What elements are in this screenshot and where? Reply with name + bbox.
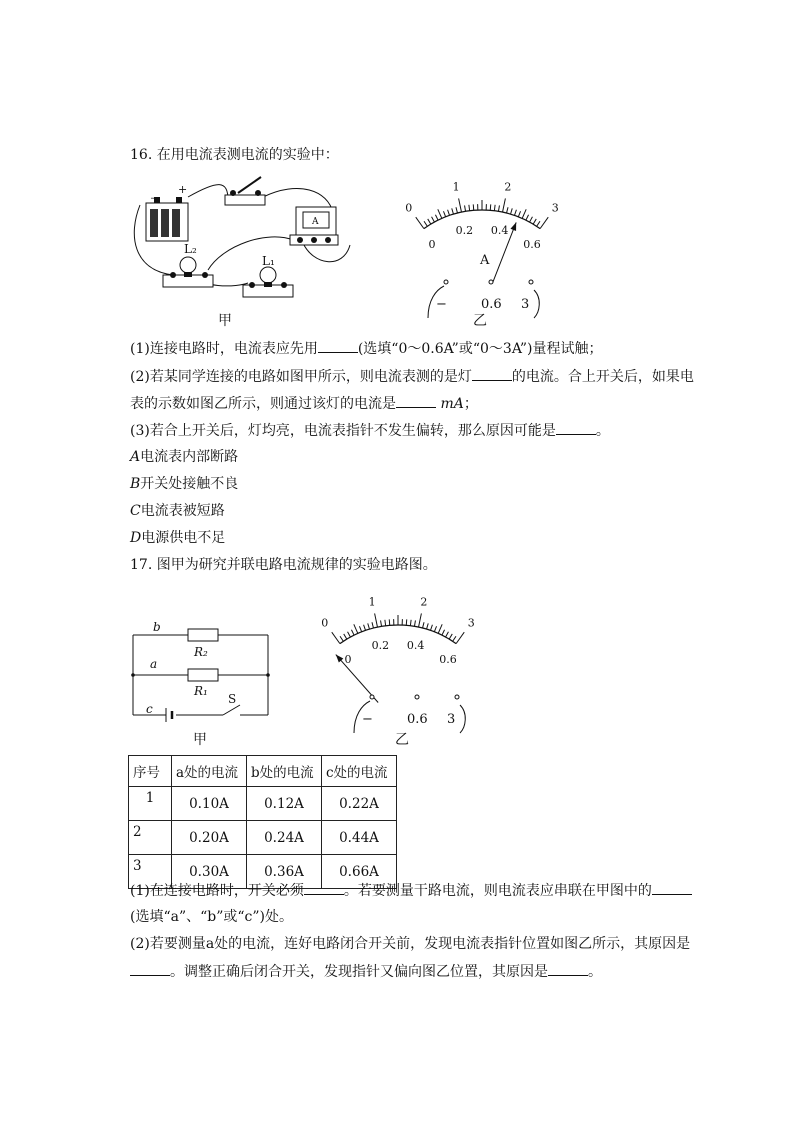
lamp-l1-label: L₁ (262, 254, 275, 268)
q16-circuit-figure (128, 175, 358, 315)
dial-tick (340, 636, 343, 641)
q16-part2-line1: (2)若某同学连接的电路如图甲所示，则电流表测的是灯 的电流。合上开关后，如果电 (130, 366, 694, 387)
q16-part3: (3)若合上开关后，灯均亮，电流表指针不发生偏转，那么原因可能是 。 (130, 420, 610, 441)
dial-tick (469, 205, 470, 211)
q16-option-b: B开关处接触不良 (130, 476, 239, 492)
dial-unit-label: A (480, 253, 490, 268)
dial-tick (375, 613, 378, 627)
label-c: c (146, 702, 153, 716)
dial-tick (434, 626, 436, 632)
q16-option-a: A电流表内部断路 (130, 449, 239, 465)
q17-title: 17. 图甲为研究并联电路电流规律的实验电路图。 (130, 557, 437, 573)
label-a: a (150, 657, 158, 671)
dial-inner-label: 0.2 (371, 638, 390, 652)
dial-tick (438, 624, 442, 633)
terminal-label: − (436, 297, 447, 312)
q16-part2-line2: 表的示数如图乙所示，则通过该灯的电流是 mA； (130, 393, 478, 414)
dial-tick (448, 210, 450, 216)
table-cell: 0.20A (172, 821, 247, 855)
q17-part2-line1: (2)若要测量a处的电流，连好电路闭合开关前，发现电流表指针位置如图乙所示，其原因是 (130, 936, 691, 952)
dial-inner-label: 0.6 (523, 238, 541, 252)
label-b: b (153, 620, 161, 634)
answer-blank[interactable] (396, 393, 436, 408)
dial-outer-label: 0 (321, 616, 329, 630)
dial-tick (348, 632, 351, 637)
dial-tick (456, 207, 457, 213)
dial-tick (530, 217, 533, 222)
q16-fig-yi-caption: 乙 (473, 313, 487, 329)
table-cell: 0.10A (172, 787, 247, 821)
q16-option-c: C电流表被短路 (130, 503, 225, 519)
table-cell: 1 (129, 787, 172, 821)
lamp-l1-icon (243, 267, 293, 297)
dial-tick (368, 623, 370, 629)
circuit-wire (303, 243, 350, 262)
lead-wire (534, 290, 539, 318)
terminal-label: − (362, 712, 373, 727)
table-cell: 0.36A (247, 855, 322, 889)
dial-tick (332, 632, 340, 643)
table-header: b处的电流 (247, 756, 322, 787)
dial-tick (503, 198, 506, 212)
table-cell: 0.22A (322, 787, 397, 821)
dial-outer-label: 1 (368, 595, 376, 609)
dial-tick (507, 207, 508, 213)
node-dot (266, 673, 270, 677)
dial-tick (438, 209, 442, 218)
q17-circuit-diagram (128, 615, 278, 725)
answer-blank[interactable] (304, 880, 344, 895)
terminal-label: 0.6 (481, 297, 502, 312)
dial-tick (435, 215, 438, 220)
q17-data-table (128, 755, 397, 889)
battery-plus-label: + (178, 183, 188, 196)
q17-part1-line1: (1)在连接电路时，开关必须 。若要测量干路电流，则电流表应串联在甲图中的 (130, 880, 692, 901)
dial-tick (432, 217, 435, 222)
dial-tick (522, 209, 526, 218)
lamp-l2-label: L₂ (184, 242, 197, 256)
answer-blank[interactable] (472, 366, 512, 381)
dial-tick (364, 625, 366, 631)
dial-outer-label: 2 (504, 180, 512, 194)
dial-tick (537, 221, 540, 226)
table-cell: 3 (129, 855, 172, 889)
label-r1: R₁ (194, 684, 208, 698)
table-cell: 0.66A (322, 855, 397, 889)
table-header: 序号 (129, 756, 172, 787)
lamp-l2-icon (163, 257, 213, 287)
dial-inner-label: 0.4 (490, 223, 509, 237)
dial-tick (416, 217, 424, 228)
dial-arc (424, 210, 540, 229)
label-r2: R₂ (194, 645, 208, 659)
table-cell: 2 (129, 821, 172, 855)
q17-fig-yi-caption: 乙 (395, 732, 409, 748)
terminal-label: 3 (447, 712, 456, 727)
dial-tick (459, 198, 462, 212)
dial-tick (430, 625, 432, 631)
dial-tick (498, 205, 499, 211)
dial-inner-label: 0.2 (455, 223, 474, 237)
dial-tick (424, 221, 427, 226)
dial-arc (340, 625, 456, 644)
dial-tick (533, 219, 536, 224)
table-header: a处的电流 (172, 756, 247, 787)
dial-tick (428, 219, 431, 224)
lead-wire (460, 705, 465, 733)
answer-blank[interactable] (652, 880, 692, 895)
terminal-dot (444, 280, 448, 284)
dial-tick (494, 205, 495, 211)
q17-part1-line2: (选填“a”、“b”或“c”)处。 (130, 909, 294, 925)
terminal-dot (455, 695, 459, 699)
switch-icon (225, 177, 265, 205)
dial-inner-label: 0.6 (439, 653, 457, 667)
q16-option-d: D电源供电不足 (130, 530, 226, 546)
answer-blank[interactable] (130, 961, 170, 976)
label-s: S (228, 692, 237, 706)
q17-part2-line2: 。调整正确后闭合开关，发现指针又偏向图乙位置，其原因是 。 (130, 961, 602, 982)
dial-tick (518, 211, 520, 217)
circuit-wire (188, 185, 228, 200)
dial-tick (419, 613, 422, 627)
terminal-label: 0.6 (407, 712, 428, 727)
table-row (129, 787, 397, 821)
q16-part1: (1)连接电路时，电流表应先用 (选填“0～0.6A”或“0～3A”)量程试触； (130, 338, 603, 359)
dial-tick (465, 205, 466, 211)
dial-tick (354, 624, 358, 633)
dial-tick (372, 622, 373, 628)
dial-tick (526, 215, 529, 220)
dial-tick (443, 211, 445, 217)
dial-tick (452, 208, 454, 214)
table-header: c处的电流 (322, 756, 397, 787)
q16-title: 16. 在用电流表测电流的实验中： (130, 147, 339, 163)
dial-outer-label: 3 (467, 616, 475, 630)
battery-minus-label: − (150, 194, 158, 204)
dial-tick (446, 632, 449, 637)
dial-outer-label: 2 (420, 595, 428, 609)
table-cell: 0.24A (247, 821, 322, 855)
dial-tick (427, 623, 429, 629)
table-cell: 0.44A (322, 821, 397, 855)
dial-inner-label: 0.4 (406, 638, 425, 652)
terminal-dot (529, 280, 533, 284)
dial-tick (514, 210, 516, 216)
dial-tick (540, 217, 548, 228)
q17-fig-jia-caption: 甲 (193, 732, 207, 748)
needle-arrow-icon (510, 222, 516, 231)
dial-tick (344, 634, 347, 639)
dial-tick (511, 208, 513, 214)
answer-blank[interactable] (556, 420, 596, 435)
terminal-dot (489, 280, 493, 284)
terminal-dot (370, 695, 374, 699)
terminal-label: 3 (521, 297, 530, 312)
dial-tick (449, 634, 452, 639)
dial-inner-label: 0 (428, 238, 436, 252)
table-header-row (129, 756, 397, 787)
q16-fig-jia-caption: 甲 (218, 313, 232, 329)
dial-tick (385, 620, 386, 626)
dial-tick (456, 632, 464, 643)
q17-ammeter-dial (288, 585, 528, 735)
dial-outer-label: 0 (405, 201, 413, 215)
dial-outer-label: 3 (551, 201, 559, 215)
circuit-wire (208, 237, 293, 270)
dial-tick (351, 630, 354, 635)
answer-blank[interactable] (548, 961, 588, 976)
dial-tick (381, 620, 382, 626)
table-cell: 0.30A (172, 855, 247, 889)
terminal-dot (415, 695, 419, 699)
dial-tick (442, 630, 445, 635)
dial-inner-label: 0 (344, 653, 352, 667)
table-cell: 0.12A (247, 787, 322, 821)
dial-tick (359, 626, 361, 632)
table-row (129, 821, 397, 855)
node-dot (131, 673, 135, 677)
dial-tick (410, 620, 411, 626)
answer-blank[interactable] (318, 338, 358, 353)
ammeter-label: A (312, 217, 319, 227)
dial-outer-label: 1 (452, 180, 460, 194)
dial-tick (423, 622, 424, 628)
q16-ammeter-dial (372, 170, 612, 320)
dial-tick (453, 636, 456, 641)
dial-tick (414, 620, 415, 626)
battery-symbol-icon (166, 708, 172, 722)
